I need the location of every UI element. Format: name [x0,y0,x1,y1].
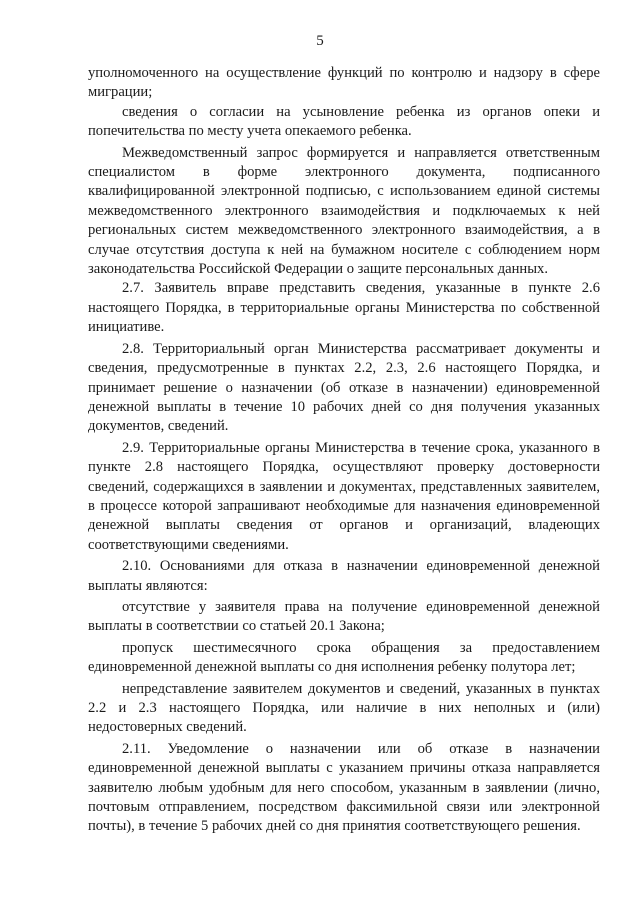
paragraph: 2.10. Основаниями для отказа в назначении единовременной денежной выплаты являются: [88,558,600,594]
paragraph: непредставление заявителем документов и сведений, указанных в пунктах 2.2 и 2.3 настоящего Порядка, или наличие в них неполных и (или) недостоверных сведений. [88,680,600,736]
paragraph: сведения о согласии на усыновление ребенка из органов опеки и попечительства по месту учета опекаемого ребенка. [88,103,600,140]
paragraph: 2.8. Территориальный орган Министерства рассматривает документы и сведения, предусмотренные в пунктах 2.2, 2.3, 2.6 настоящего Порядка, и принимает решение о назначении (об отказе в назначении) единовременной денежной выплаты в течение 10 рабочих дней со дня получения указанных документов, сведений. [88,340,600,435]
paragraph: пропуск шестимесячного срока обращения за предоставлением единовременной денежной выплаты со дня исполнения ребенку полутора лет; [88,639,600,676]
paragraph: Межведомственный запрос формируется и направляется ответственным специалистом в форме электронного документа, подписанного квалифицированной электронной подписью, с использованием единой системы межведомственного электронного взаимодействия и подключаемых к ней региональных систем межведомственного электронного взаимодействия, а в случае отсутствия доступа к ней на бумажном носителе с соблюдением норм законодательства Российской Федерации о защите персональных данных. [88,144,600,278]
paragraph: 2.9. Территориальные органы Министерства в течение срока, указанного в пункте 2.8 настоящего Порядка, осуществляют проверку достоверности сведений, содержащихся в заявлении и документах, представленных заявителем, в процессе которой запрашивают необходимые для назначения единовременной денежной выплаты сведения от органов и организаций, владеющих соответствующими сведениями. [88,439,600,553]
document-body [88,64,600,837]
paragraph: отсутствие у заявителя права на получение единовременной денежной выплаты в соответствии со статьей 20.1 Закона; [88,598,600,635]
paragraph: уполномоченного на осуществление функций по контролю и надзору в сфере миграции; [88,65,600,101]
page-number: 5 [316,33,324,49]
paragraph: 2.11. Уведомление о назначении или об отказе в назначении единовременной денежной выплаты с указанием причины отказа направляется заявителю любым удобным для него способом, указанным в заявлении (лично, почтовым отправлением, посредством факсимильной связи или электронной почты), в течение 5 рабочих дней со дня принятия соответствующего решения. [88,740,600,835]
paragraph: 2.7. Заявитель вправе представить сведения, указанные в пункте 2.6 настоящего Порядка, в территориальные органы Министерства по собственной инициативе. [88,280,600,336]
